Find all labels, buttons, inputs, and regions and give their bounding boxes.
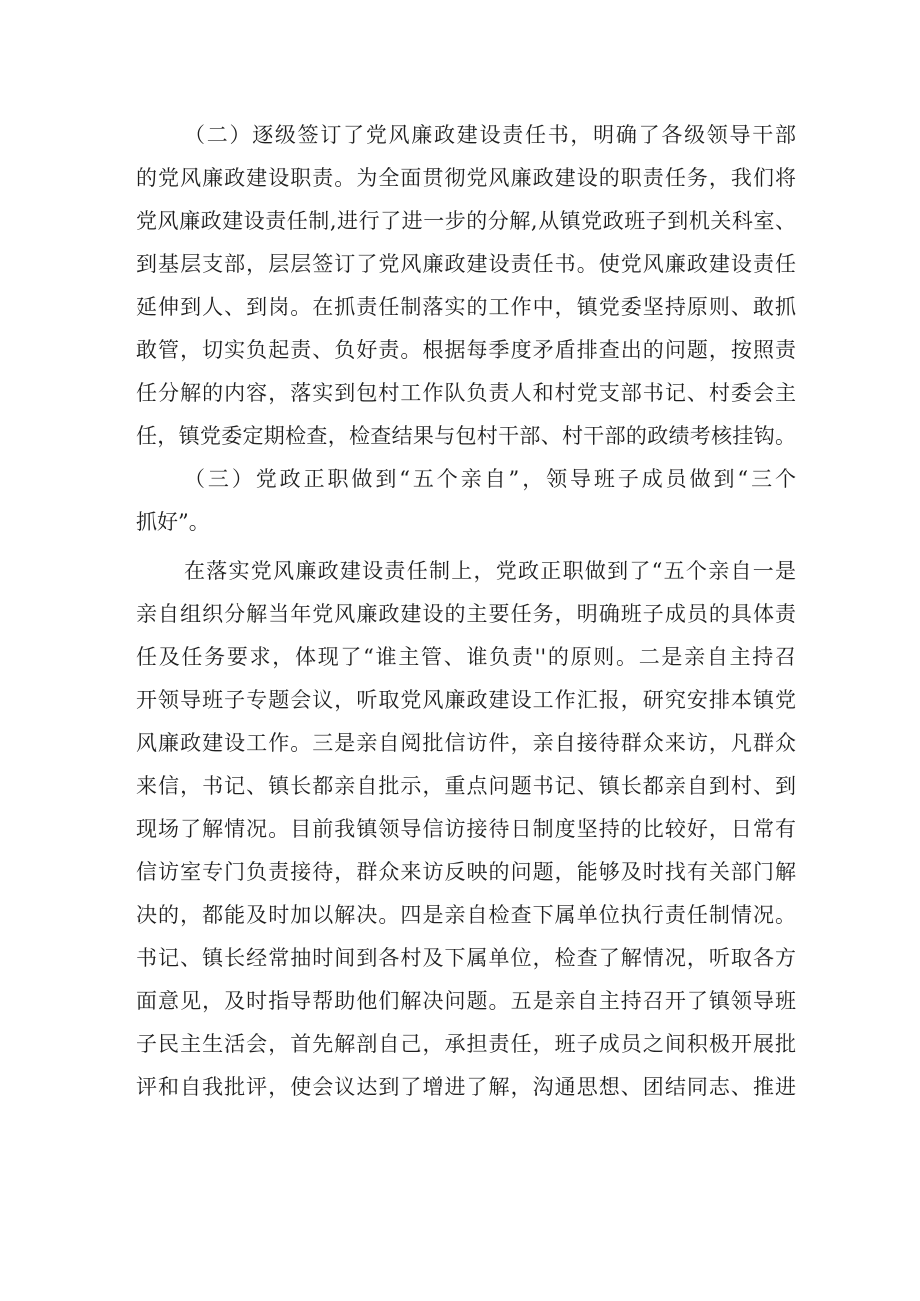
text-line: 面意见，及时指导帮助他们解决问题。五是亲自主持召开了镇领导班 xyxy=(136,989,796,1013)
text-line: 任分解的内容，落实到包村工作队负责人和村党支部书记、村委会主 xyxy=(136,381,796,405)
text-line: 子民主生活会，首先解剖自己，承担责任，班子成员之间积极开展批 xyxy=(136,1032,796,1056)
text-line: 到基层支部，层层签订了党风廉政建设责任书。使党风廉政建设责任 xyxy=(136,252,796,276)
text-line: 开领导班子专题会议，听取党风廉政建设工作汇报，研究安排本镇党 xyxy=(136,688,796,712)
section-heading-end: 抓好”。 xyxy=(136,510,210,534)
text-line: 现场了解情况。目前我镇领导信访接待日制度坚持的比较好，日常有 xyxy=(136,817,796,841)
text-line: 书记、镇长经常抽时间到各村及下属单位，检查了解情况，听取各方 xyxy=(136,946,796,970)
text-line: 风廉政建设工作。三是亲自阅批信访件，亲自接待群众来访，凡群众 xyxy=(136,731,796,755)
text-line: 的党风廉政建设职责。为全面贯彻党风廉政建设的职责任务，我们将 xyxy=(136,166,796,190)
text-line: 信访室专门负责接待，群众来访反映的问题，能够及时找有关部门解 xyxy=(136,860,796,884)
text-line: 来信，书记、镇长都亲自批示，重点问题书记、镇长都亲自到村、到 xyxy=(136,774,796,798)
text-line: （二）逐级签订了党风廉政建设责任书，明确了各级领导干部 xyxy=(184,123,796,147)
text-line: 任及任务要求，体现了“谁主管、谁负责''的原则。二是亲自主持召 xyxy=(136,645,796,669)
section-heading: （三）党政正职做到“五个亲自”，领导班子成员做到“三个 xyxy=(184,467,796,491)
text-line: 决的，都能及时加以解决。四是亲自检查下属单位执行责任制情况。 xyxy=(136,903,796,927)
text-line: 任，镇党委定期检查，检查结果与包村干部、村干部的政绩考核挂钩。 xyxy=(136,424,796,448)
text-line: 亲自组织分解当年党风廉政建设的主要任务，明确班子成员的具体责 xyxy=(136,602,796,626)
text-line: 延伸到人、到岗。在抓责任制落实的工作中，镇党委坚持原则、敢抓 xyxy=(136,295,796,319)
text-line: 党风廉政建设责任制,进行了进一步的分解,从镇党政班子到机关科室、 xyxy=(136,209,796,233)
text-line: 敢管，切实负起责、负好责。根据每季度矛盾排查出的问题，按照责 xyxy=(136,338,796,362)
text-line: 在落实党风廉政建设责任制上，党政正职做到了“五个亲自一是 xyxy=(184,559,796,583)
text-line: 评和自我批评，使会议达到了增进了解，沟通思想、团结同志、推进 xyxy=(136,1075,796,1099)
